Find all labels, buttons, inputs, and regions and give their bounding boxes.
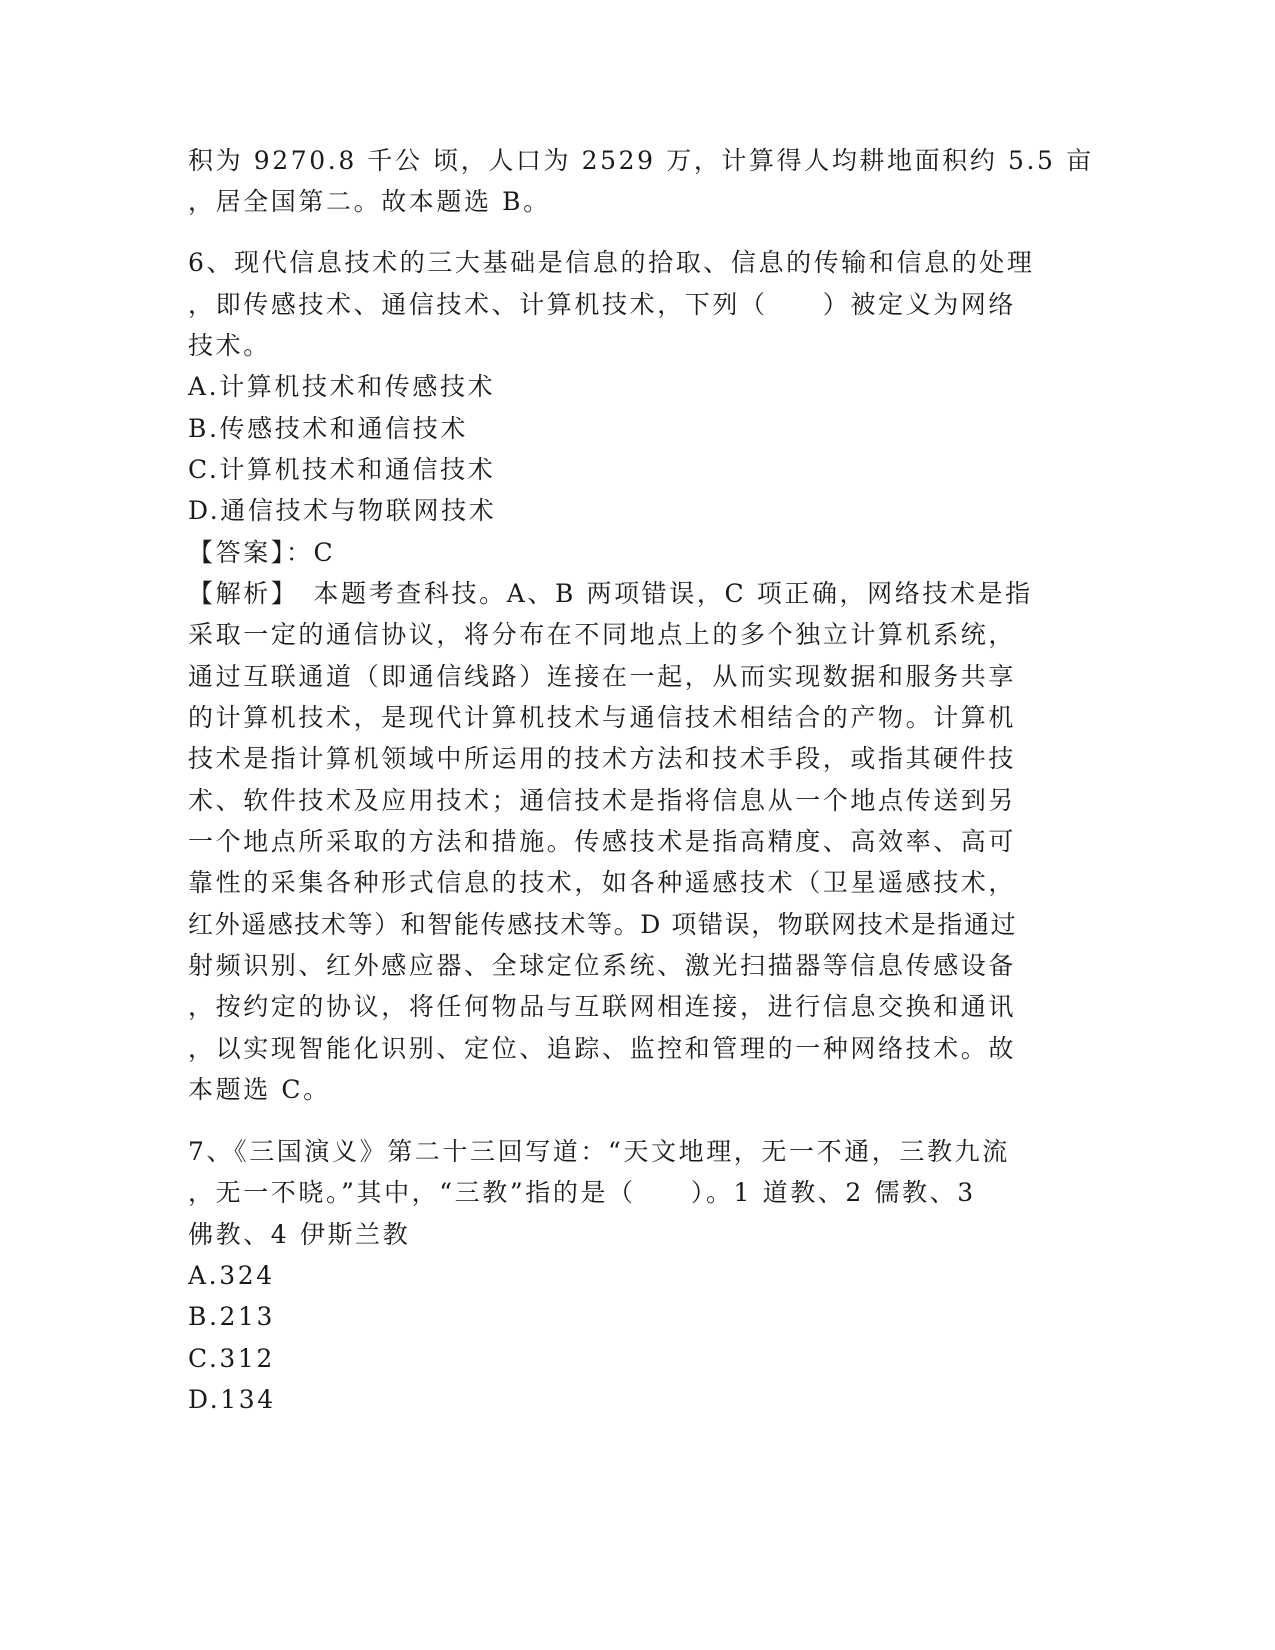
question-6-stem: 6、现代信息技术的三大基础是信息的拾取、信息的传输和信息的处理 [188, 248, 1035, 277]
analysis-line: 射频识别、红外感应器、全球定位系统、激光扫描器等信息传感设备 [188, 951, 1017, 980]
question-7-stem: 7、《三国演义》第二十三回写道：“天文地理，无一不通，三教九流 [188, 1137, 1010, 1166]
question-6-stem: 技术。 [188, 331, 271, 360]
analysis-line: 技术是指计算机领域中所运用的技术方法和技术手段，或指其硬件技 [188, 744, 1017, 773]
option-c: C.计算机技术和通信技术 [188, 455, 496, 484]
text-line: 积为 9270.8 千公 顷，人口为 2529 万，计算得人均耕地面积约 5.5 亩 [188, 146, 1094, 175]
text-line: ，居全国第二。故本题选 B。 [188, 187, 551, 216]
option-b: B.213 [188, 1302, 276, 1331]
option-a: A.计算机技术和传感技术 [188, 372, 496, 401]
option-b: B.传感技术和通信技术 [188, 414, 468, 443]
analysis-line: 红外遥感技术等）和智能传感技术等。D 项错误，物联网技术是指通过 [188, 910, 1018, 939]
analysis-line: ，以实现智能化识别、定位、追踪、监控和管理的一种网络技术。故 [188, 1034, 1017, 1063]
question-6-stem: ，即传感技术、通信技术、计算机技术，下列（ ）被定义为网络 [188, 290, 1017, 319]
analysis-line: 采取一定的通信协议，将分布在不同地点上的多个独立计算机系统， [188, 620, 1017, 649]
option-c: C.312 [188, 1344, 275, 1373]
question-7-stem: ，无一不晓。”其中，“三教”指的是（ ）。1 道教、2 儒教、3 [188, 1178, 976, 1207]
option-d: D.134 [188, 1385, 276, 1414]
analysis-line: 靠性的采集各种形式信息的技术，如各种遥感技术（卫星遥感技术， [188, 868, 1017, 897]
option-d: D.通信技术与物联网技术 [188, 496, 497, 525]
analysis-line: 的计算机技术，是现代计算机技术与通信技术相结合的产物。计算机 [188, 703, 1017, 732]
option-a: A.324 [188, 1261, 275, 1290]
question-7-stem: 佛教、4 伊斯兰教 [188, 1220, 411, 1249]
analysis-line: 【解析】 本题考查科技。A、B 两项错误，C 项正确，网络技术是指 [188, 579, 1033, 608]
analysis-line: 术、软件技术及应用技术；通信技术是指将信息从一个地点传送到另 [188, 786, 1017, 815]
answer-line: 【答案】：C [188, 538, 336, 567]
analysis-line: 通过互联通道（即通信线路）连接在一起，从而实现数据和服务共享 [188, 662, 1017, 691]
analysis-line: 本题选 C。 [188, 1075, 331, 1104]
analysis-line: 一个地点所采取的方法和措施。传感技术是指高精度、高效率、高可 [188, 827, 1017, 856]
analysis-line: ，按约定的协议，将任何物品与互联网相连接，进行信息交换和通讯 [188, 992, 1017, 1021]
